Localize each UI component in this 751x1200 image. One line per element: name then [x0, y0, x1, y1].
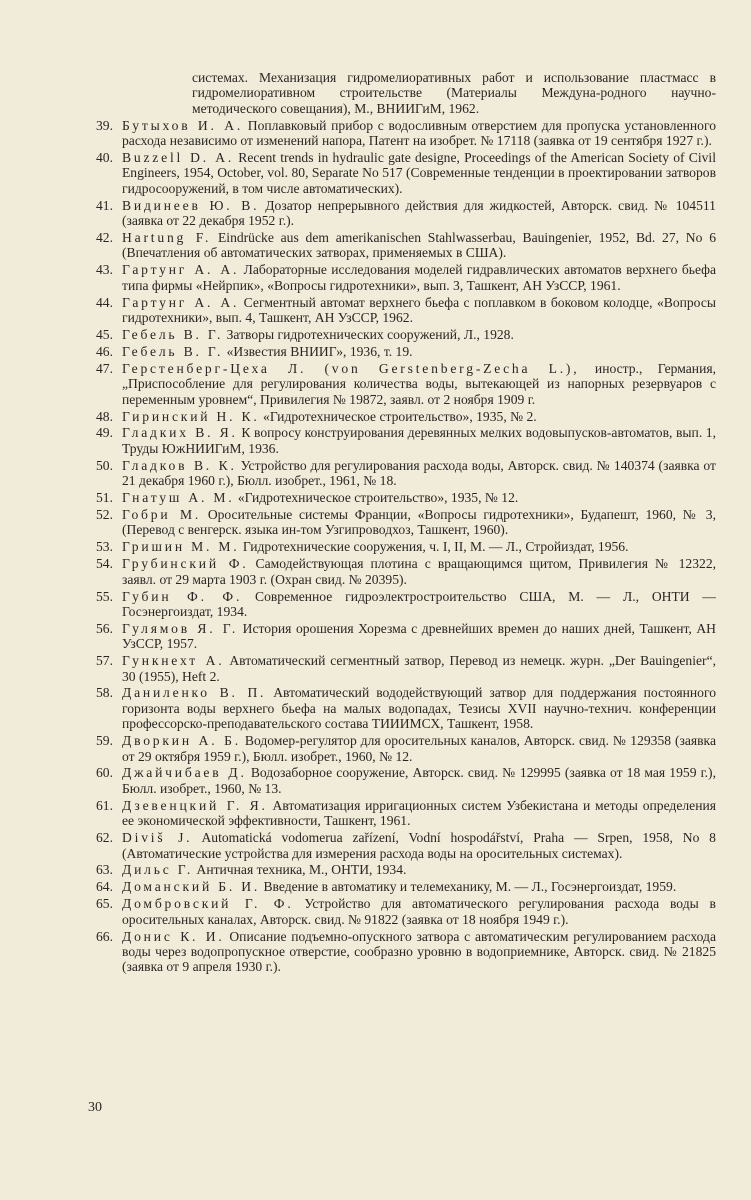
reference-number: 65. [96, 896, 113, 912]
reference-number: 66. [96, 928, 113, 944]
reference-text: Описание подъемно-опускного затвора с автоматическим регулированием расхода воды через водопропускное отверстие, сообразно уровню в водоприемнике, Авторск. свид. № 21825 (заявка от 9 апреля 1930 г.). [122, 928, 716, 975]
reference-text: Оросительные системы Франции, «Вопросы гидротехники», Будапешт, 1960, № 3, (Перевод с венгерск. языка ин-том Узгипроводхоз, Ташкент, 1960). [122, 506, 717, 538]
reference-author: Гнатуш А. М. [122, 490, 235, 506]
reference-number: 57. [96, 653, 113, 669]
reference-author: Грубинский Ф. [122, 556, 249, 572]
reference-author: Гришин М. М. [122, 539, 240, 555]
reference-list [96, 70, 716, 976]
reference-author: Гартунг А. А. [122, 294, 240, 310]
reference-item [96, 150, 716, 196]
reference-text: «Известия ВНИИГ», 1936, т. 19. [226, 343, 413, 359]
reference-text: иностр., Германия, „Приспособление для регулирования количества воды, вытекающей из напорных резервуаров с переменным уровнем“, Привилегия № 19872, заявл. от 2 ноября 1909 г. [122, 360, 716, 407]
reference-author: Гиринский Н. К. [122, 408, 260, 424]
reference-author: Дворкин А. Б. [122, 733, 241, 749]
reference-item [96, 507, 716, 538]
reference-author: Гартунг А. А. [122, 262, 240, 278]
reference-text: Поплавковый прибор с водосливным отверстием для пропуска установленного расхода независимо от изменений напора, Патент на изобрет. № 17118 (заявка от 19 сентября 1927 г.). [122, 117, 716, 149]
reference-text: Гидротехнические сооружения, ч. I, II, М. — Л., Стройиздат, 1956. [242, 539, 629, 555]
reference-number: 60. [96, 765, 113, 781]
reference-number: 40. [96, 150, 113, 166]
reference-item [96, 556, 716, 587]
reference-item [96, 344, 716, 359]
reference-text: Водозаборное сооружение, Авторск. свид. № 129995 (заявка от 18 мая 1959 г.), Бюлл. изобрет., 1960, № 13. [122, 765, 716, 796]
reference-item [96, 409, 716, 424]
reference-item [96, 862, 716, 877]
reference-number: 44. [96, 294, 113, 310]
reference-number: 52. [96, 506, 113, 522]
reference-item [96, 653, 716, 684]
reference-text: История орошения Хорезма с древнейших времен до наших дней, Ташкент, АН УзССР, 1957. [122, 620, 716, 652]
reference-text: «Гидротехническое строительство», 1935, № 2. [263, 408, 537, 424]
reference-item [96, 589, 716, 620]
reference-number: 64. [96, 879, 113, 895]
reference-author: Гладких В. Я. [122, 425, 238, 441]
page-number: 30 [88, 1100, 102, 1115]
reference-text: Введение в автоматику и телемеханику, М. — Л., Госэнергоиздат, 1959. [263, 879, 677, 895]
reference-item [96, 685, 716, 731]
reference-author: Hartung F. [122, 230, 212, 246]
reference-item [96, 490, 716, 505]
reference-author: Buzzell D. A. [122, 150, 235, 166]
reference-author: Дзевенцкий Г. Я. [122, 797, 268, 813]
reference-continuation: системах. Механизация гидромелиоративных работ и использование пластмасс в гидромелиоративном строительстве (Материалы Междуна-родного научно-методического совещания), М., ВНИИГиМ, 1962. [192, 70, 716, 116]
reference-text: Автоматизация ирригационных систем Узбекистана и методы определения ее экономической эффективности, Ташкент, 1961. [122, 797, 716, 829]
reference-item [96, 425, 716, 456]
reference-text: «Гидротехническое строительство», 1935, № 12. [237, 490, 519, 506]
reference-number: 53. [96, 539, 113, 555]
reference-item [96, 539, 716, 554]
reference-author: Гебель В. Г. [122, 327, 224, 342]
reference-item [96, 327, 716, 342]
reference-text: Дозатор непрерывного действия для жидкостей, Авторск. свид. № 104511 (заявка от 22 декабря 1952 г.). [122, 197, 716, 229]
reference-number: 43. [96, 262, 113, 278]
reference-author: Доманский Б. И. [122, 879, 261, 895]
reference-number: 47. [96, 360, 113, 376]
reference-item [96, 929, 716, 975]
reference-item [96, 230, 716, 261]
reference-number: 58. [96, 685, 113, 701]
reference-number: 59. [96, 733, 113, 749]
reference-number: 61. [96, 797, 113, 813]
reference-number: 48. [96, 408, 113, 424]
reference-number: 63. [96, 862, 113, 878]
reference-number: 56. [96, 620, 113, 636]
reference-number: 41. [96, 197, 113, 213]
reference-author: Домбровский Г. Ф. [122, 896, 294, 912]
reference-item [96, 765, 716, 796]
reference-author: Diviš J. [122, 830, 193, 846]
reference-text: Затворы гидротехнических сооружений, Л., 1928. [226, 327, 514, 342]
reference-author: Гункнехт А. [122, 653, 225, 669]
reference-number: 54. [96, 556, 113, 572]
reference-number: 39. [96, 117, 113, 133]
reference-text: К вопросу конструирования деревянных мелких водовыпусков-автоматов, вып. 1, Труды ЮжНИИГиМ, 1936. [122, 425, 717, 456]
reference-item [96, 198, 716, 229]
reference-author: Джайчибаев Д. [122, 765, 247, 781]
reference-text: Лабораторные исследования моделей гидравлических автоматов верхнего бьефа типа фирмы «Нейрпик», «Вопросы гидротехники», вып. 3, Ташкент, АН УзССР, 1961. [122, 262, 716, 293]
reference-author: Даниленко В. П. [122, 685, 267, 701]
reference-text: Automatická vodomerua zařízení, Vodní hospodářství, Praha — Srpen, 1958, No 8 (Автоматические устройства для измерения расхода воды на оросительных системах). [122, 830, 716, 861]
reference-number: 51. [96, 490, 113, 506]
reference-number: 50. [96, 457, 113, 473]
reference-item [96, 118, 716, 149]
reference-number: 45. [96, 327, 113, 342]
reference-item [96, 798, 716, 829]
reference-text: Античная техника, М., ОНТИ, 1934. [196, 862, 407, 878]
reference-author: Донис К. И. [122, 928, 225, 944]
reference-item [96, 621, 716, 652]
reference-number: 55. [96, 588, 113, 604]
reference-text: Современное гидроэлектростроительство США, М. — Л., ОНТИ — Госэнергоиздат, 1934. [122, 588, 716, 619]
reference-item [96, 896, 716, 927]
reference-number: 46. [96, 343, 113, 359]
reference-text: Автоматический вододействующий затвор для поддержания постоянного горизонта воды верхнего бьефа на малых водопадах, Тезисы XVII научно-технич. конференции профессорско-преподавательского состава ТИИИМСХ, Ташкент, 1958. [122, 685, 717, 732]
reference-text: Водомер-регулятор для оросительных каналов, Авторск. свид. № 129358 (заявка от 29 октября 1959 г.), Бюлл. изобрет., 1960, № 12. [122, 733, 716, 764]
reference-text: Сегментный автомат верхнего бьефа с поплавком в боковом колодце, «Вопросы гидротехники», вып. 4, Ташкент, АН УзССР, 1962. [122, 294, 716, 326]
reference-item [96, 733, 716, 764]
reference-text: Eindrücke aus dem amerikanischen Stahlwasserbau, Bauingenier, 1952, Bd. 27, No 6 (Впечатления об автоматических затворах, применяемых в США). [122, 230, 716, 261]
reference-author: Бутыхов И. А. [122, 117, 244, 133]
reference-author: Видинеев Ю. В. [122, 197, 260, 213]
reference-author: Гулямов Я. Г. [122, 620, 239, 636]
reference-number: 49. [96, 425, 113, 441]
reference-text: Самодействующая плотина с вращающимся щитом, Привилегия № 12322, заявл. от 29 марта 1903 г. (Охран свид. № 20395). [122, 556, 717, 587]
reference-item [96, 879, 716, 894]
reference-item [96, 361, 716, 407]
reference-author: Гебель В. Г. [122, 343, 224, 359]
reference-text: Устройство для регулирования расхода воды, Авторск. свид. № 140374 (заявка от 21 декабря 1960 г.), Бюлл. изобрет., 1961, № 18. [122, 457, 716, 489]
reference-item [96, 295, 716, 326]
reference-item [96, 830, 716, 861]
reference-number: 42. [96, 230, 113, 246]
reference-author: Герстенберг-Цеха Л. (von Gerstenberg-Zecha L.), [122, 360, 580, 376]
reference-number: 62. [96, 830, 113, 846]
reference-text: Устройство для автоматического регулирования расхода воды в оросительных каналах, Авторск. свид. № 91822 (заявка от 18 ноября 1949 г.). [122, 896, 716, 927]
reference-text: Recent trends in hydraulic gate designe, Proceedings of the American Society of Civil Engineers, 1954, October, vol. 80, Separate No 517 (Современные тенденции в проектировании затворов гидросооружений, в том числе автоматических). [122, 150, 716, 196]
reference-author: Гладков В. К. [122, 457, 237, 473]
reference-author: Дильс Г. [122, 862, 194, 878]
reference-author: Гобри М. [122, 506, 202, 522]
reference-text: Автоматический сегментный затвор, Перевод из немецк. журн. „Der Bauingenier“, 30 (1955), Heft 2. [122, 653, 716, 684]
reference-author: Губин Ф. Ф. [122, 588, 243, 604]
reference-item [96, 262, 716, 293]
reference-item [96, 458, 716, 489]
